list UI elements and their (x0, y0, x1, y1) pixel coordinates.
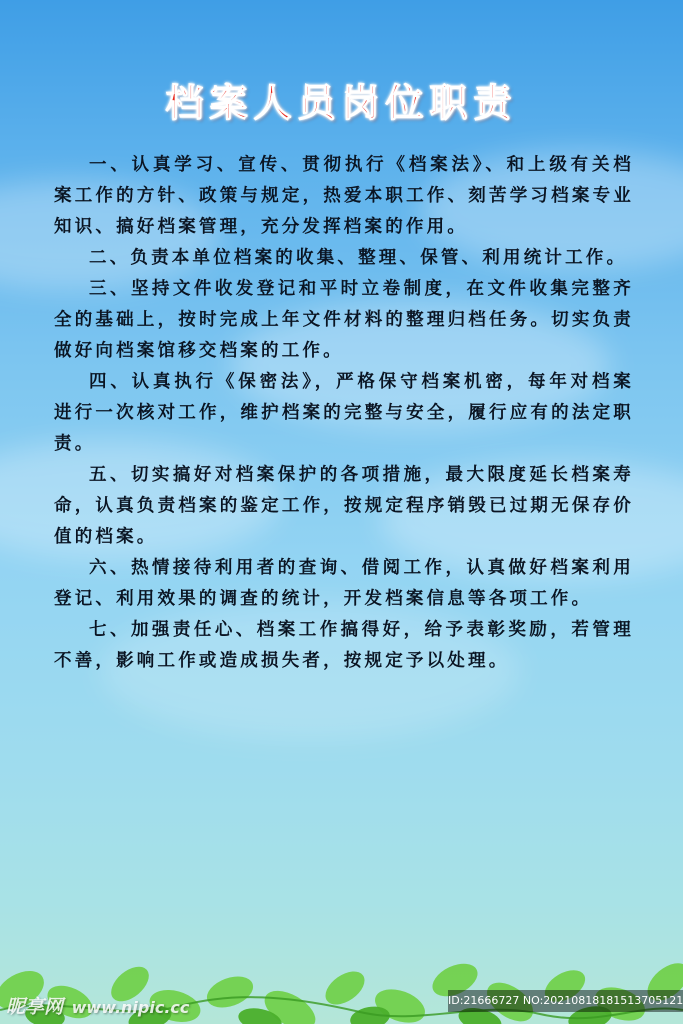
duty-item: 三、坚持文件收发登记和平时立卷制度，在文件收集完整齐全的基础上，按时完成上年文件材料的整理归档任务。切实负责做好向档案馆移交档案的工作。 (54, 279, 634, 361)
duty-item: 四、认真执行《保密法》，严格保守档案机密，每年对档案进行一次核对工作，维护档案的完整与安全，履行应有的法定职责。 (54, 372, 634, 454)
watermark-logo-text: 昵享网 (6, 996, 64, 1018)
page-title: 档案人员岗位职责 (165, 81, 518, 125)
image-id-bar: ID:21666727 NO:20210818181513705121 (448, 990, 683, 1012)
duty-item: 六、热情接待利用者的查询、借阅工作，认真做好档案利用登记、利用效果的调查的统计，开发档案信息等各项工作。 (54, 558, 634, 609)
duty-item: 五、切实搞好对档案保护的各项措施，最大限度延长档案寿命，认真负责档案的鉴定工作，按规定程序销毁已过期无保存价值的档案。 (54, 465, 634, 547)
watermark-logo (6, 992, 189, 1019)
duty-item: 一、认真学习、宣传、贯彻执行《档案法》、和上级有关档案工作的方针、政策与规定，热爱本职工作、刻苦学习档案专业知识、搞好档案管理，充分发挥档案的作用。 (54, 155, 634, 237)
duties-list (54, 150, 634, 677)
duty-item: 二、负责本单位档案的收集、整理、保管、利用统计工作。 (89, 248, 628, 268)
watermark-url: www.nipic.cc (71, 998, 190, 1017)
duty-item: 七、加强责任心、档案工作搞得好，给予表彰奖励，若管理不善，影响工作或造成损失者，按规定予以处理。 (54, 620, 634, 671)
